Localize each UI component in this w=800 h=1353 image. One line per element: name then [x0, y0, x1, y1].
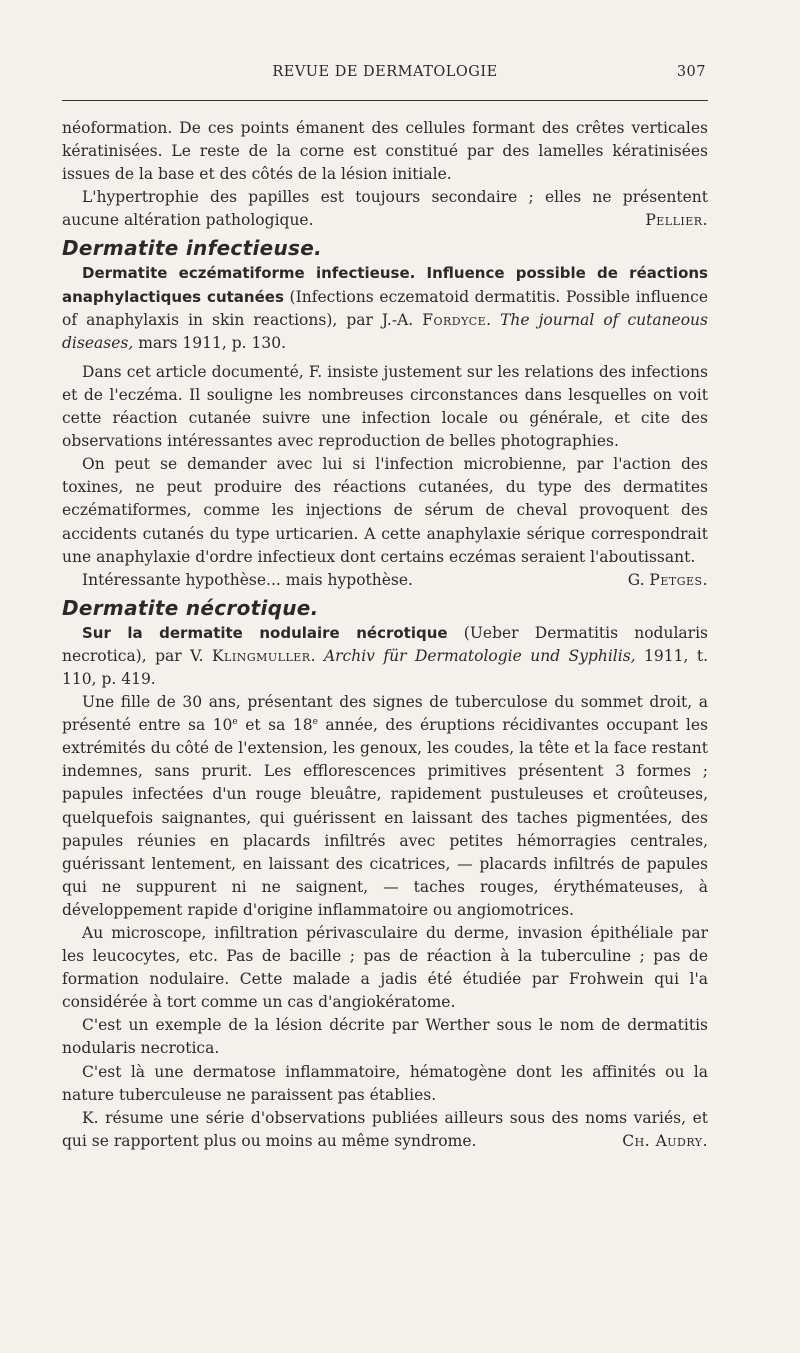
running-title: REVUE DE DERMATOLOGIE	[272, 64, 498, 80]
article-1-title: Dermatite eczématiforme infectieuse. Influence possible de réactions anaphylactiques cutanées	[62, 264, 708, 306]
article-2-paragraph-4: C'est là une dermatose inflammatoire, hématogène dont les affinités ou la nature tuberculeuse ne paraissent pas établies.	[62, 1062, 708, 1104]
article-1-reference	[62, 262, 708, 354]
article-2-title: Sur la dermatite nodulaire nécrotique	[82, 623, 448, 642]
article-2-reference	[62, 622, 708, 691]
signature-petges-initial: G.	[627, 570, 650, 589]
article-1-ref-text: (Infections eczematoid dermatitis. Possible influence of anaphylaxis in skin reactions), par J.-A.	[62, 287, 708, 329]
signature-petges	[608, 569, 708, 592]
article-2-paragraph-2: Au microscope, infiltration périvasculaire du derme, invasion épithéliale par les leucocytes, etc. Pas de bacille ; pas de réaction à la tuberculine ; pas de formation nodulaire. Cette malade a jadis été étudiée par Frohwein qui l'a considérée à tort comme un cas d'angiokératome.	[62, 924, 708, 1012]
signature-audry	[602, 1130, 708, 1153]
article-2-paragraph-1-c: année, des éruptions récidivantes occupant les extrémités du côté de l'extension, les genoux, les coudes, la tête et la face restant indemnes, sans prurit. Les efflorescences primitives présentent 3 formes ; papules infectées d'un rouge bleuâtre, rapidement pustuleuses et croûteuses, quelquefois saignantes, qui guérissent en laissant des taches pigmentées, des papules réunies en placards infiltrés avec petites hémorragies centrales, guérissant lentement, en laissant des cicatrices, — placards infiltrés de papules qui ne suppurent ni ne saignent, — taches rouges, érythémateuses, à développement rapide d'origine inflammatoire ou angiomotrices.	[62, 716, 708, 919]
article-2-author: Klingmuller	[211, 646, 311, 665]
article-2-ref-sep: .	[310, 646, 324, 665]
header-rule	[62, 100, 708, 101]
article-1-journal: The journal of cutaneous diseases,	[62, 310, 708, 352]
page-number: 307	[676, 64, 706, 80]
article-1-author: Fordyce	[422, 310, 487, 329]
article-1-paragraph-1: Dans cet article documenté, F. insiste justement sur les relations des infections et de l'eczéma. Il souligne les nombreuses circonstances dans lesquelles on voit cette réaction cutanée suivre une infection locale ou générale, et cite des observations intéressantes avec reproduction de belles photographies.	[62, 362, 708, 451]
article-2-paragraph-5	[62, 1107, 708, 1153]
section-heading-infectieuse: Dermatite infectieuse.	[62, 236, 322, 261]
running-header	[62, 64, 708, 86]
article-1-paragraph-3	[62, 569, 708, 592]
signature-pellier: Pellier.	[645, 211, 708, 230]
superscript-e: e	[312, 717, 318, 727]
article-2-paragraph-1-b: et sa 18	[237, 716, 313, 735]
superscript-e: e	[232, 717, 238, 727]
article-2-journal: Archiv für Dermatologie und Syphilis,	[323, 646, 636, 665]
article-2-ref-date: 1911, t. 110, p. 419.	[62, 646, 708, 688]
section-heading-necrotique: Dermatite nécrotique.	[62, 595, 319, 620]
signature-audry-name: Audry.	[655, 1131, 708, 1150]
signature-petges-name: Petges.	[649, 570, 708, 589]
article-2-paragraph-5-text: K. résume une série d'observations publiées ailleurs sous des noms variés, et qui se rapportent plus ou moins au même syndrome.	[62, 1108, 708, 1150]
article-2-paragraph-3: C'est un exemple de la lésion décrite par Werther sous le nom de dermatitis nodularis necrotica.	[62, 1016, 708, 1058]
article-2-paragraph-1-a: Une fille de 30 ans, présentant des signes de tuberculose du sommet droit, a présenté entre sa 10	[62, 693, 708, 735]
article-2-paragraph-1	[62, 691, 708, 922]
signature-audry-initial: Ch.	[622, 1131, 656, 1150]
article-2-ref-text: (Ueber Dermatitis nodularis necrotica), par V.	[62, 623, 708, 665]
article-1-ref-date: mars 1911, p. 130.	[133, 333, 287, 352]
paragraph-hypertrophy	[62, 186, 708, 232]
article-1-ref-sep: .	[486, 310, 501, 329]
article-1-paragraph-2: On peut se demander avec lui si l'infection microbienne, par l'action des toxines, ne peut produire des réactions cutanées, du type des dermatites eczématiformes, comme les injections de sérum de cheval provoquent des accidents cutanés du type urticarien. A cette anaphylaxie sérique correspondrait une anaphylaxie d'ordre infectieux dont certains eczémas seraient l'aboutissant.	[62, 455, 708, 566]
paragraph-hypertrophy-text: L'hypertrophie des papilles est toujours secondaire ; elles ne présentent aucune altération pathologique.	[62, 188, 708, 230]
paragraph-intro: néoformation. De ces points émanent des cellules formant des crêtes verticales kératinisées. Le reste de la corne est constitué par des lamelles kératinisées issues de la base et des côtés de la lésion initiale.	[62, 119, 708, 184]
page-body	[62, 117, 708, 1153]
article-1-paragraph-3-text: Intéressante hypothèse... mais hypothèse.	[82, 570, 413, 589]
